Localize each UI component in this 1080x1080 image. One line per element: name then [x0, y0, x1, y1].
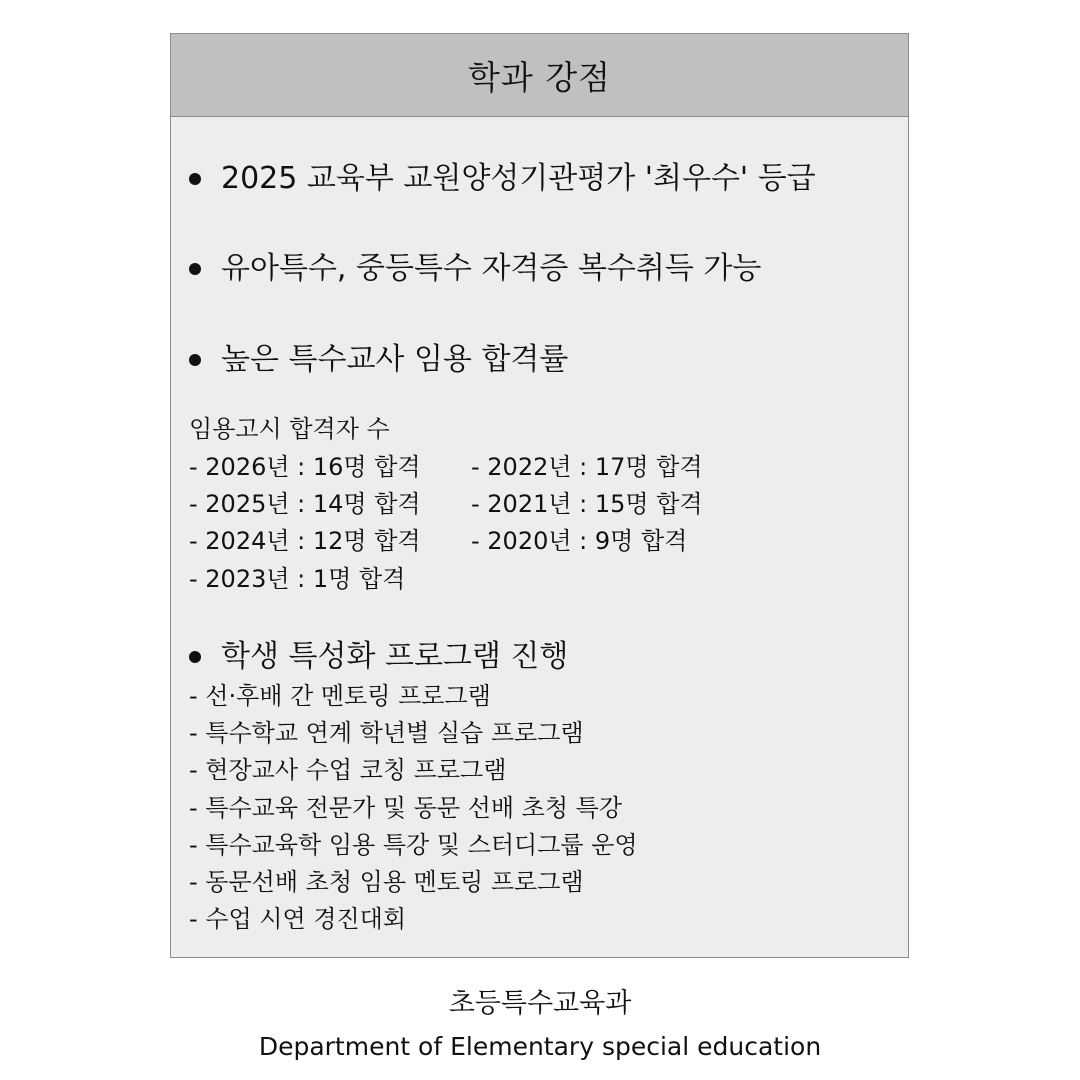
- strength-item: [189, 159, 816, 199]
- strength-item: [189, 340, 568, 380]
- exam-result-item: - 2021년 : 15명 합격: [471, 490, 703, 518]
- department-name-english: Department of Elementary special education: [258, 1032, 822, 1061]
- bullet-icon: [189, 263, 201, 275]
- exam-result-item: - 2020년 : 9명 합격: [471, 527, 688, 555]
- exam-results-title: 임용고시 합격자 수: [189, 415, 390, 443]
- strength-text: 유아특수, 중등특수 자격증 복수취득 가능: [221, 251, 762, 286]
- exam-result-item: - 2026년 : 16명 합격: [189, 453, 421, 481]
- list-item: - 현장교사 수업 코칭 프로그램: [189, 756, 507, 785]
- program-heading-text: 학생 특성화 프로그램 진행: [221, 639, 569, 674]
- bullet-icon: [189, 354, 201, 366]
- strength-text: 높은 특수교사 임용 합격률: [221, 342, 569, 377]
- exam-result-item: - 2024년 : 12명 합격: [189, 527, 421, 555]
- bullet-icon: [189, 173, 201, 185]
- program-heading: [189, 637, 568, 677]
- card-title: 학과 강점: [171, 34, 908, 117]
- list-item: - 수업 시연 경진대회: [189, 905, 407, 934]
- list-item: - 특수학교 연계 학년별 실습 프로그램: [189, 719, 584, 748]
- department-name-korean: 초등특수교육과: [448, 988, 632, 1019]
- bullet-icon: [189, 651, 201, 663]
- list-item: - 특수교육학 임용 특강 및 스터디그룹 운영: [189, 830, 638, 859]
- strength-text: 2025 교육부 교원양성기관평가 '최우수' 등급: [221, 161, 816, 196]
- list-item: - 특수교육 전문가 및 동문 선배 초청 특강: [189, 793, 623, 822]
- list-item: - 동문선배 초청 임용 멘토링 프로그램: [189, 868, 584, 897]
- list-item: - 선·후배 간 멘토링 프로그램: [189, 682, 491, 710]
- exam-result-item: - 2023년 : 1명 합격: [189, 565, 406, 593]
- strengths-card: [170, 33, 909, 958]
- exam-result-item: - 2025년 : 14명 합격: [189, 490, 421, 518]
- strength-item: [189, 249, 761, 289]
- exam-result-item: - 2022년 : 17명 합격: [471, 453, 703, 481]
- program-list: [189, 678, 638, 938]
